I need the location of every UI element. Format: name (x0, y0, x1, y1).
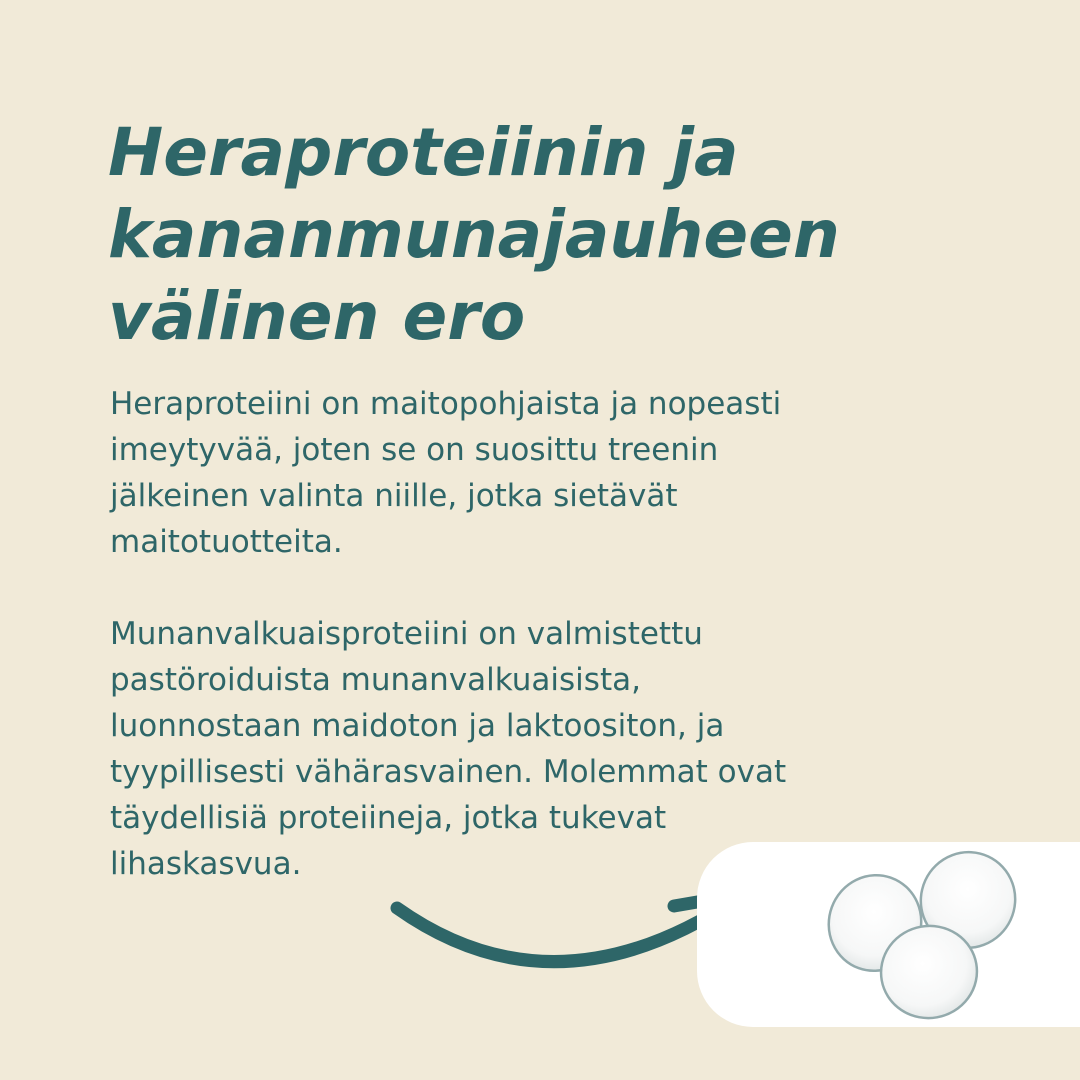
title-line: kananmunajauheen (108, 196, 840, 273)
paragraph-line: maitotuotteita. (110, 524, 343, 560)
paragraph-line: Heraproteiini on maitopohjaista ja nopeasti (110, 386, 782, 422)
paragraph-line: tyypillisesti vähärasvainen. Molemmat ovat (110, 754, 787, 790)
body-text (110, 381, 990, 887)
paragraph-line: lihaskasvua. (110, 846, 302, 882)
paragraph-line: jälkeinen valinta niille, jotka sietävät (110, 478, 678, 514)
title-line: välinen ero (108, 278, 526, 355)
paragraph-line: Munanvalkuaisproteiini on valmistettu (110, 616, 703, 652)
paragraph-line: pastöroiduista munanvalkuaisista, (110, 662, 641, 698)
page-title (108, 112, 1008, 358)
paragraph-line: imeytyvää, joten se on suosittu treenin (110, 432, 719, 468)
eggs-icon (820, 848, 1030, 1023)
paragraph-line: luonnostaan maidoton ja laktoositon, ja (110, 708, 725, 744)
whey-paragraph (110, 381, 990, 565)
paragraph-line: täydellisiä proteiineja, jotka tukevat (110, 800, 667, 836)
title-line: Heraproteiinin ja (108, 114, 739, 191)
